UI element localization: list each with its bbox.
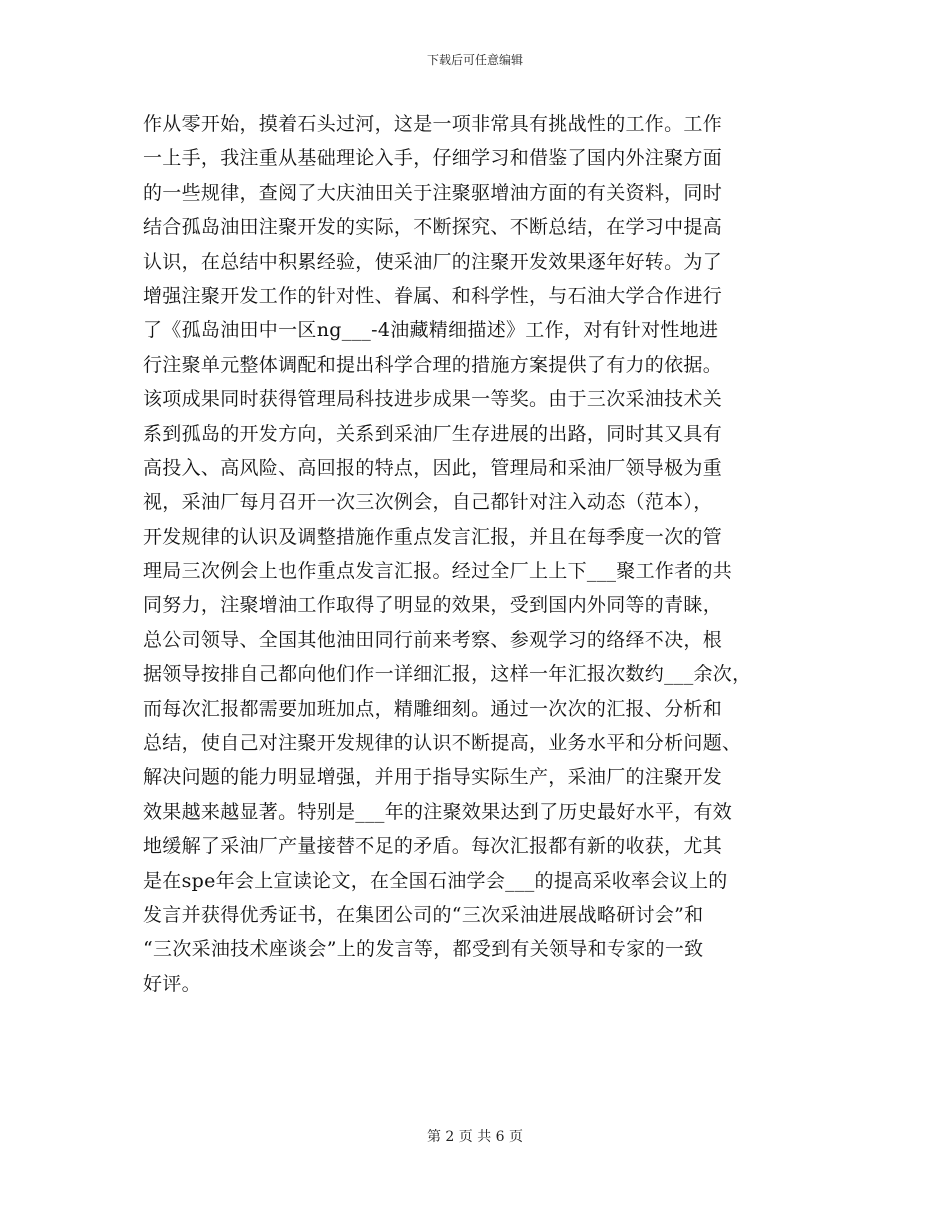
text-line: 增强注聚开发工作的针对性、眷属、和科学性，与石油大学合作进行 [143, 284, 723, 307]
text-line: “三次采油技术座谈会”上的发言等，都受到有关领导和专家的一致 [143, 938, 704, 961]
text-line: 发言并获得优秀证书，在集团公司的“三次采油进展战略研讨会”和 [143, 903, 704, 926]
text-line: 好评。 [143, 972, 201, 995]
text-line: 行注聚单元整体调配和提出科学合理的措施方案提供了有力的依据。 [143, 353, 723, 376]
page-number-footer: 第 2 页 共 6 页 [426, 1129, 524, 1145]
text-line: 的一些规律，查阅了大庆油田关于注聚驱增油方面的有关资料，同时 [143, 181, 723, 204]
page-header: 下载后可任意编辑 [426, 53, 523, 67]
text-line: 结合孤岛油田注聚开发的实际，不断探究、不断总结，在学习中提高 [143, 216, 723, 239]
text-line: 理局三次例会上也作重点发言汇报。经过全厂上上下___聚工作者的共 [143, 560, 733, 583]
text-line: 一上手，我注重从基础理论入手，仔细学习和借鉴了国内外注聚方面 [143, 147, 723, 170]
text-line: 而每次汇报都需要加班加点，精雕细刻。通过一次次的汇报、分析和 [143, 697, 723, 720]
text-line: 开发规律的认识及调整措施作重点发言汇报，并且在每季度一次的管 [143, 525, 723, 548]
text-line: 总公司领导、全国其他油田同行前来考察、参观学习的络绎不决，根 [143, 628, 723, 651]
document-body [143, 107, 815, 1001]
text-line: 地缓解了采油厂产量接替不足的矛盾。每次汇报都有新的收获，尤其 [143, 835, 723, 858]
text-line: 总结，使自己对注聚开发规律的认识不断提高，业务水平和分析问题、 [143, 732, 742, 755]
text-line: 是在spe年会上宣读论文，在全国石油学会___的提高采收率会议上的 [143, 869, 728, 892]
text-line: 该项成果同时获得管理局科技进步成果一等奖。由于三次采油技术关 [143, 388, 723, 411]
text-line: 系到孤岛的开发方向，关系到采油厂生存进展的出路，同时其又具有 [143, 422, 723, 445]
text-line: 同努力，注聚增油工作取得了明显的效果，受到国内外同等的青睐， [143, 594, 723, 617]
text-line: 解决问题的能力明显增强，并用于指导实际生产，采油厂的注聚开发 [143, 766, 723, 789]
text-line: 作从零开始，摸着石头过河，这是一项非常具有挑战性的工作。工作 [143, 113, 723, 135]
text-line: 据领导按排自己都向他们作一详细汇报，这样一年汇报次数约___余次， [143, 663, 752, 686]
text-line: 认识，在总结中积累经验，使采油厂的注聚开发效果逐年好转。为了 [143, 250, 723, 273]
text-line: 了《孤岛油田中一区ng___-4油藏精细描述》工作，对有针对性地进 [143, 319, 719, 342]
text-line: 高投入、高风险、高回报的特点，因此，管理局和采油厂领导极为重 [143, 456, 723, 479]
text-line: 视，采油厂每月召开一次三次例会，自己都针对注入动态（范本）， [143, 491, 713, 514]
text-line: 效果越来越显著。特别是___年的注聚效果达到了历史最好水平，有效 [143, 800, 733, 823]
